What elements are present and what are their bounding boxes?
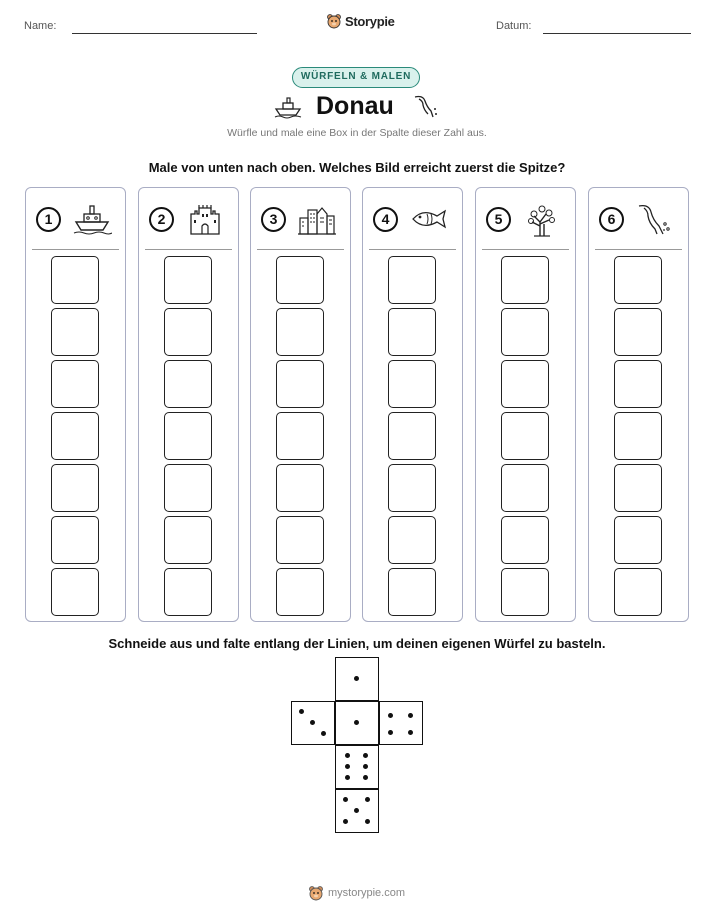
name-label: Name: [24, 20, 57, 32]
color-box[interactable] [388, 412, 436, 460]
color-box[interactable] [501, 516, 549, 564]
color-instruction: Male von unten nach oben. Welches Bild erreicht zuerst die Spitze? [148, 160, 566, 175]
color-box[interactable] [276, 256, 324, 304]
column-2 [138, 187, 239, 622]
river-icon [635, 202, 675, 238]
pip [343, 797, 348, 802]
color-box[interactable] [51, 308, 99, 356]
column-divider [595, 249, 682, 250]
bear-logo-icon [326, 13, 342, 29]
die-face-lower [335, 745, 379, 789]
ship-icon [72, 202, 112, 236]
tree-icon [522, 202, 562, 238]
color-box[interactable] [501, 464, 549, 512]
pip [363, 753, 368, 758]
color-box[interactable] [614, 360, 662, 408]
castle-icon [185, 202, 225, 236]
column-divider [32, 249, 119, 250]
pip [345, 775, 350, 780]
pip [354, 808, 359, 813]
color-box[interactable] [51, 516, 99, 564]
color-box[interactable] [501, 568, 549, 616]
pip [345, 753, 350, 758]
column-number: 1 [36, 207, 61, 232]
color-box[interactable] [501, 412, 549, 460]
column-divider [482, 249, 569, 250]
color-box[interactable] [501, 308, 549, 356]
color-box[interactable] [501, 256, 549, 304]
color-box[interactable] [276, 308, 324, 356]
pip [354, 676, 359, 681]
pip [345, 764, 350, 769]
column-number: 4 [373, 207, 398, 232]
color-box[interactable] [164, 360, 212, 408]
subtitle: Würfle und male eine Box in der Spalte dieser Zahl aus. [227, 127, 487, 139]
column-divider [145, 249, 232, 250]
color-box[interactable] [51, 360, 99, 408]
column-divider [257, 249, 344, 250]
column-5 [475, 187, 576, 622]
color-box[interactable] [51, 256, 99, 304]
pip [354, 720, 359, 725]
pip [388, 730, 393, 735]
pip [299, 709, 304, 714]
color-box[interactable] [501, 360, 549, 408]
color-box[interactable] [388, 308, 436, 356]
color-box[interactable] [388, 516, 436, 564]
color-box[interactable] [276, 568, 324, 616]
column-number: 5 [486, 207, 511, 232]
column-number: 2 [149, 207, 174, 232]
die-face-right [379, 701, 423, 745]
pip [343, 819, 348, 824]
pip [321, 731, 326, 736]
die-face-left [291, 701, 335, 745]
date-line[interactable] [543, 33, 691, 34]
color-box[interactable] [164, 412, 212, 460]
page-title: Donau [316, 92, 394, 120]
color-box[interactable] [51, 412, 99, 460]
pip [388, 713, 393, 718]
color-box[interactable] [276, 464, 324, 512]
color-box[interactable] [51, 568, 99, 616]
pip [408, 713, 413, 718]
color-box[interactable] [164, 308, 212, 356]
date-label: Datum: [496, 20, 532, 32]
die-face-center [335, 701, 379, 745]
name-line[interactable] [72, 33, 257, 34]
pip [365, 819, 370, 824]
die-face-top [335, 657, 379, 701]
footer-site[interactable]: mystorypie.com [328, 887, 406, 899]
fish-icon [409, 202, 449, 236]
column-number: 3 [261, 207, 286, 232]
color-box[interactable] [164, 568, 212, 616]
column-3 [250, 187, 351, 622]
title-river-icon [411, 93, 439, 121]
color-box[interactable] [614, 464, 662, 512]
column-divider [369, 249, 456, 250]
color-box[interactable] [276, 360, 324, 408]
color-box[interactable] [388, 256, 436, 304]
bear-logo-icon [308, 885, 324, 901]
city-icon [297, 202, 337, 236]
footer [308, 885, 405, 901]
color-box[interactable] [614, 412, 662, 460]
color-box[interactable] [388, 360, 436, 408]
pip [310, 720, 315, 725]
column-1 [25, 187, 126, 622]
color-box[interactable] [614, 256, 662, 304]
activity-badge: WÜRFELN & MALEN [292, 67, 420, 88]
column-number: 6 [599, 207, 624, 232]
color-box[interactable] [614, 308, 662, 356]
color-box[interactable] [388, 464, 436, 512]
brand-name: Storypie [345, 13, 395, 29]
color-box[interactable] [614, 568, 662, 616]
color-box[interactable] [614, 516, 662, 564]
column-4 [362, 187, 463, 622]
column-6 [588, 187, 689, 622]
cut-instruction: Schneide aus und falte entlang der Linien, um deinen eigenen Würfel zu basteln. [108, 636, 606, 651]
color-box[interactable] [388, 568, 436, 616]
color-box[interactable] [276, 412, 324, 460]
die-face-bottom [335, 789, 379, 833]
pip [363, 775, 368, 780]
pip [365, 797, 370, 802]
color-box[interactable] [164, 256, 212, 304]
pip [408, 730, 413, 735]
brand-logo [326, 13, 395, 29]
color-box[interactable] [164, 516, 212, 564]
title-ship-icon [273, 95, 303, 119]
color-box[interactable] [276, 516, 324, 564]
color-box[interactable] [164, 464, 212, 512]
pip [363, 764, 368, 769]
color-box[interactable] [51, 464, 99, 512]
